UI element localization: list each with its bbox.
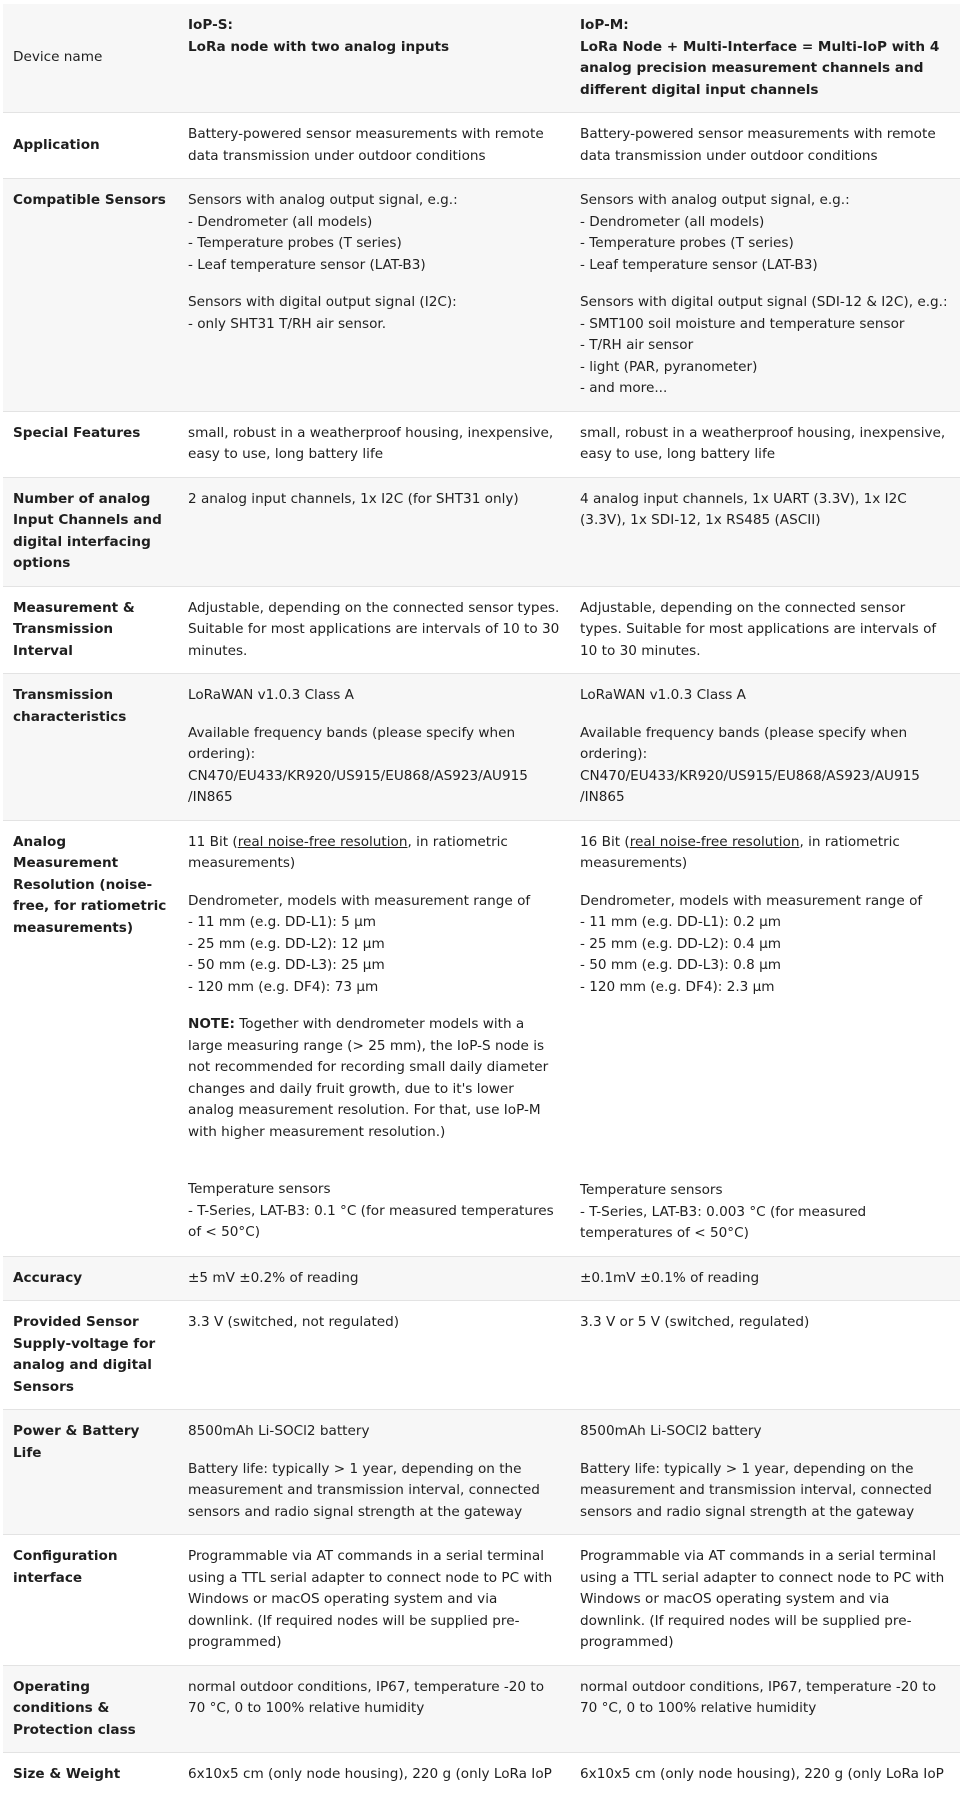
row-label: Configuration interface xyxy=(13,1548,118,1586)
iop-m-cell: small, robust in a weatherproof housing, inexpensive, easy to use, long battery life xyxy=(580,424,946,462)
iop-m-cell: 4 analog input channels, 1x UART (3.3V), 1x I2C (3.3V), 1x SDI-12, 1x RS485 (ASCII) xyxy=(580,490,907,528)
line: /IN865 xyxy=(188,789,233,805)
iop-s-subtitle: LoRa node with two analog inputs xyxy=(188,38,450,55)
spacer xyxy=(580,998,950,1180)
line: - light (PAR, pyranometer) xyxy=(580,358,758,375)
iop-m-title: IoP-M: xyxy=(580,17,629,33)
line: Dendrometer, models with measurement range of xyxy=(188,892,531,909)
line: CN470/EU433/KR920/US915/EU868/AS923/AU915 xyxy=(188,767,528,784)
line: - Dendrometer (all models) xyxy=(580,213,765,230)
line: - Temperature probes (T series) xyxy=(580,235,794,251)
row-configuration xyxy=(3,1535,960,1666)
iop-s-cell xyxy=(178,179,570,412)
iop-m-cell: Battery-powered sensor measurements with remote data transmission under outdoor conditions xyxy=(580,126,936,164)
iop-s-cell: 6x10x5 cm (only node housing), 220 g (only LoRa IoP xyxy=(188,1766,552,1782)
iop-m-cell xyxy=(570,1410,960,1535)
row-label: Analog Measurement Resolution (noise-free, for ratiometric measurements) xyxy=(13,833,167,936)
row-size-weight xyxy=(3,1753,960,1797)
line: - 50 mm (e.g. DD-L3): 0.8 µm xyxy=(580,957,782,973)
iop-m-cell: ±0.1mV ±0.1% of reading xyxy=(580,1269,760,1286)
row-device-name xyxy=(3,4,960,113)
line: Available frequency bands (please specify when ordering): xyxy=(188,724,516,762)
line: 8500mAh Li-SOCl2 battery xyxy=(188,1423,370,1439)
line: - 25 mm (e.g. DD-L2): 0.4 µm xyxy=(580,935,782,952)
iop-m-cell: normal outdoor conditions, IP67, temperature -20 to 70 °C, 0 to 100% relative humidity xyxy=(580,1678,937,1716)
line: LoRaWAN v1.0.3 Class A xyxy=(188,687,354,703)
noise-free-resolution-link[interactable]: real noise-free resolution xyxy=(629,833,800,850)
iop-m-cell xyxy=(570,4,960,113)
iop-s-cell xyxy=(178,1410,570,1535)
row-input-channels xyxy=(3,477,960,586)
row-application xyxy=(3,113,960,179)
row-label: Provided Sensor Supply-voltage for analog and digital Sensors xyxy=(13,1314,156,1395)
line: - Leaf temperature sensor (LAT-B3) xyxy=(188,256,426,273)
line: - 120 mm (e.g. DF4): 73 µm xyxy=(188,978,379,995)
line: - and more... xyxy=(580,380,668,396)
note: NOTE: Together with dendrometer models with a large measuring range (> 25 mm), the IoP-S node is not recommended for recording small daily diameter changes and daily fruit growth, due to it's lower analog measurement resolution. For that, use IoP-M with higher measurement resolution.) xyxy=(188,1016,549,1140)
line: - 25 mm (e.g. DD-L2): 12 µm xyxy=(188,935,385,952)
spec-comparison-table xyxy=(3,4,960,1797)
spec-table-container xyxy=(3,4,960,1797)
line: - Dendrometer (all models) xyxy=(188,213,373,230)
row-special-features xyxy=(3,411,960,477)
iop-s-cell xyxy=(178,4,570,113)
resolution-bits: 16 Bit (real noise-free resolution, in ratiometric measurements) xyxy=(580,833,900,871)
iop-m-cell xyxy=(570,820,960,1256)
line: - 11 mm (e.g. DD-L1): 0.2 µm xyxy=(580,914,782,930)
line: CN470/EU433/KR920/US915/EU868/AS923/AU915 xyxy=(580,767,920,784)
iop-s-cell: Battery-powered sensor measurements with remote data transmission under outdoor conditions xyxy=(188,126,544,164)
iop-s-cell: normal outdoor conditions, IP67, temperature -20 to 70 °C, 0 to 100% relative humidity xyxy=(188,1678,545,1716)
line: - 120 mm (e.g. DF4): 2.3 µm xyxy=(580,978,775,995)
row-compatible-sensors xyxy=(3,179,960,412)
row-label: Device name xyxy=(13,49,103,66)
row-supply-voltage xyxy=(3,1301,960,1410)
iop-m-cell: 3.3 V or 5 V (switched, regulated) xyxy=(580,1314,810,1330)
row-label: Number of analog Input Channels and digital interfacing options xyxy=(13,490,162,571)
row-accuracy xyxy=(3,1256,960,1301)
row-label: Compatible Sensors xyxy=(13,192,166,208)
line: Sensors with digital output signal (I2C): xyxy=(188,294,457,310)
row-label: Accuracy xyxy=(13,1269,83,1286)
row-label: Operating conditions & Protection class xyxy=(13,1678,136,1738)
line: - T-Series, LAT-B3: 0.1 °C (for measured temperatures of < 50°C) xyxy=(188,1202,554,1240)
iop-m-cell: 6x10x5 cm (only node housing), 220 g (only LoRa IoP xyxy=(580,1766,944,1782)
iop-m-cell: Adjustable, depending on the connected sensor types. Suitable for most applications are intervals of 10 to 30 minutes. xyxy=(580,599,937,659)
line: Battery life: typically > 1 year, depending on the measurement and transmission interval, connected sensors and radio signal strength at the gateway xyxy=(188,1460,540,1520)
line: LoRaWAN v1.0.3 Class A xyxy=(580,687,746,703)
line: 8500mAh Li-SOCl2 battery xyxy=(580,1423,762,1439)
line: - only SHT31 T/RH air sensor. xyxy=(188,315,387,332)
line: Dendrometer, models with measurement range of xyxy=(580,892,923,909)
line: - T/RH air sensor xyxy=(580,337,694,353)
row-label: Size & Weight xyxy=(13,1766,121,1782)
iop-s-title: IoP-S: xyxy=(188,17,233,33)
line: - Leaf temperature sensor (LAT-B3) xyxy=(580,256,818,273)
iop-s-cell: Adjustable, depending on the connected sensor types. Suitable for most applications are intervals of 10 to 30 minutes. xyxy=(188,599,560,659)
row-label: Transmission characteristics xyxy=(13,687,127,725)
line: - 11 mm (e.g. DD-L1): 5 µm xyxy=(188,914,377,930)
iop-s-cell xyxy=(178,820,570,1256)
line: Battery life: typically > 1 year, depending on the measurement and transmission interval, connected sensors and radio signal strength at the gateway xyxy=(580,1460,932,1520)
iop-s-cell: ±5 mV ±0.2% of reading xyxy=(188,1269,359,1286)
iop-m-cell xyxy=(570,179,960,412)
row-operating-conditions xyxy=(3,1665,960,1753)
row-resolution xyxy=(3,820,960,1256)
line: Sensors with analog output signal, e.g.: xyxy=(188,192,458,208)
row-label: Power & Battery Life xyxy=(13,1423,140,1461)
row-label: Measurement & Transmission Interval xyxy=(13,599,135,659)
line: Temperature sensors xyxy=(580,1182,723,1198)
line: - T-Series, LAT-B3: 0.003 °C (for measured temperatures of < 50°C) xyxy=(580,1203,867,1241)
note-label: NOTE: xyxy=(188,1016,235,1032)
line: Sensors with analog output signal, e.g.: xyxy=(580,192,850,208)
line: - Temperature probes (T series) xyxy=(188,235,402,251)
line: Sensors with digital output signal (SDI-12 & I2C), e.g.: xyxy=(580,294,948,310)
noise-free-resolution-link[interactable]: real noise-free resolution xyxy=(237,833,408,850)
iop-s-cell: 3.3 V (switched, not regulated) xyxy=(188,1314,400,1330)
line: Available frequency bands (please specify when ordering): xyxy=(580,724,908,762)
line: Temperature sensors xyxy=(188,1181,331,1197)
row-label: Application xyxy=(13,136,100,153)
iop-s-cell: Programmable via AT commands in a serial terminal using a TTL serial adapter to connect node to PC with Windows or macOS operating system and via downlink. (If required nodes will be supplied pre-programmed) xyxy=(188,1548,553,1650)
line: - SMT100 soil moisture and temperature sensor xyxy=(580,315,905,332)
iop-s-cell: 2 analog input channels, 1x I2C (for SHT31 only) xyxy=(188,490,519,507)
iop-m-cell: Programmable via AT commands in a serial terminal using a TTL serial adapter to connect node to PC with Windows or macOS operating system and via downlink. (If required nodes will be supplied pre-programmed) xyxy=(580,1548,945,1650)
line: - 50 mm (e.g. DD-L3): 25 µm xyxy=(188,957,385,973)
iop-s-cell: small, robust in a weatherproof housing, inexpensive, easy to use, long battery life xyxy=(188,424,554,462)
row-label: Special Features xyxy=(13,424,141,441)
iop-m-cell xyxy=(570,674,960,821)
iop-s-cell xyxy=(178,674,570,821)
row-interval xyxy=(3,586,960,674)
iop-m-subtitle: LoRa Node + Multi-Interface = Multi-IoP with 4 analog precision measurement channels and different digital input channels xyxy=(580,38,940,98)
line: /IN865 xyxy=(580,789,625,805)
resolution-bits: 11 Bit (real noise-free resolution, in ratiometric measurements) xyxy=(188,833,508,871)
row-transmission xyxy=(3,674,960,821)
row-power xyxy=(3,1410,960,1535)
